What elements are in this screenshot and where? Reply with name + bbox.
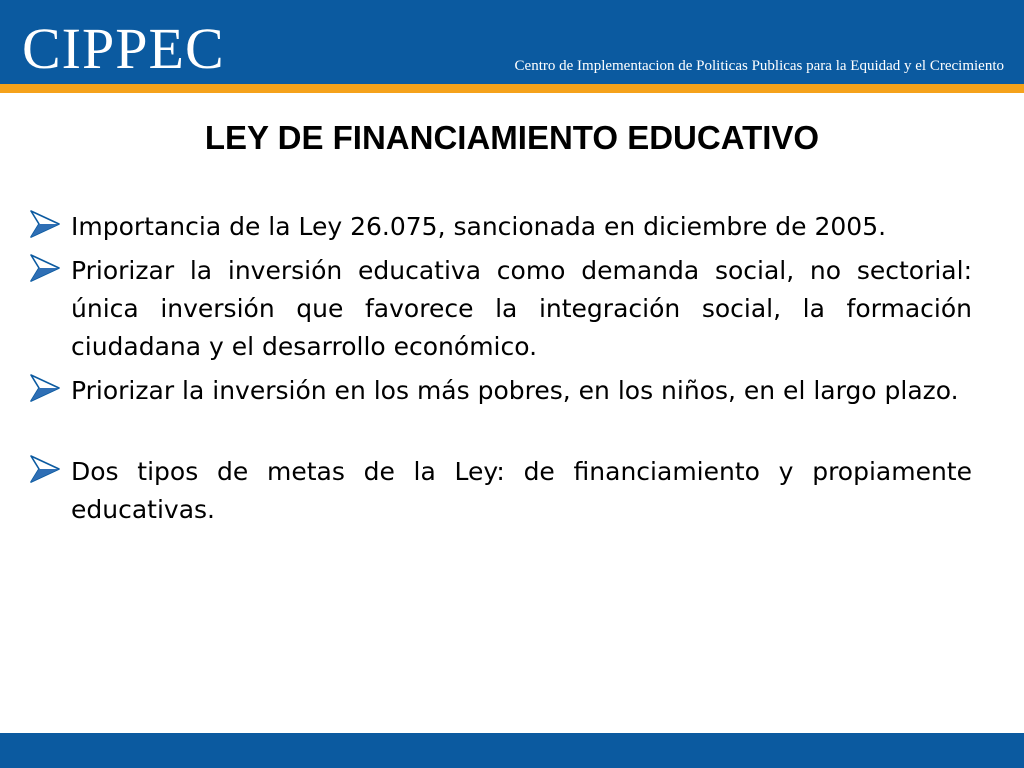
arrow-bullet-icon <box>30 374 60 402</box>
bullet-item <box>30 372 972 410</box>
bullet-list <box>30 208 972 535</box>
bullet-item <box>30 453 972 529</box>
header-bar <box>0 0 1024 84</box>
arrow-bullet-icon <box>30 254 60 282</box>
bullet-item <box>30 208 972 246</box>
organization-tagline: Centro de Implementacion de Politicas Publicas para la Equidad y el Crecimiento <box>514 58 1004 74</box>
bullet-text: Priorizar la inversión educativa como demanda social, no sectorial: única inversión que favorece la integración social, la formación ciudadana y el desarrollo económico. <box>71 256 972 361</box>
bullet-text: Priorizar la inversión en los más pobres, en los niños, en el largo plazo. <box>71 376 959 405</box>
bullet-text: Dos tipos de metas de la Ley: de financiamiento y propiamente educativas. <box>71 457 972 524</box>
footer-bar <box>0 733 1024 768</box>
cippec-logo: CIPPEC <box>22 16 225 81</box>
bullet-text: Importancia de la Ley 26.075, sancionada en diciembre de 2005. <box>71 212 887 241</box>
arrow-bullet-icon <box>30 210 60 238</box>
slide-title: LEY DE FINANCIAMIENTO EDUCATIVO <box>204 119 820 156</box>
bullet-item <box>30 252 972 366</box>
arrow-bullet-icon <box>30 455 60 483</box>
header-accent-stripe <box>0 84 1024 93</box>
